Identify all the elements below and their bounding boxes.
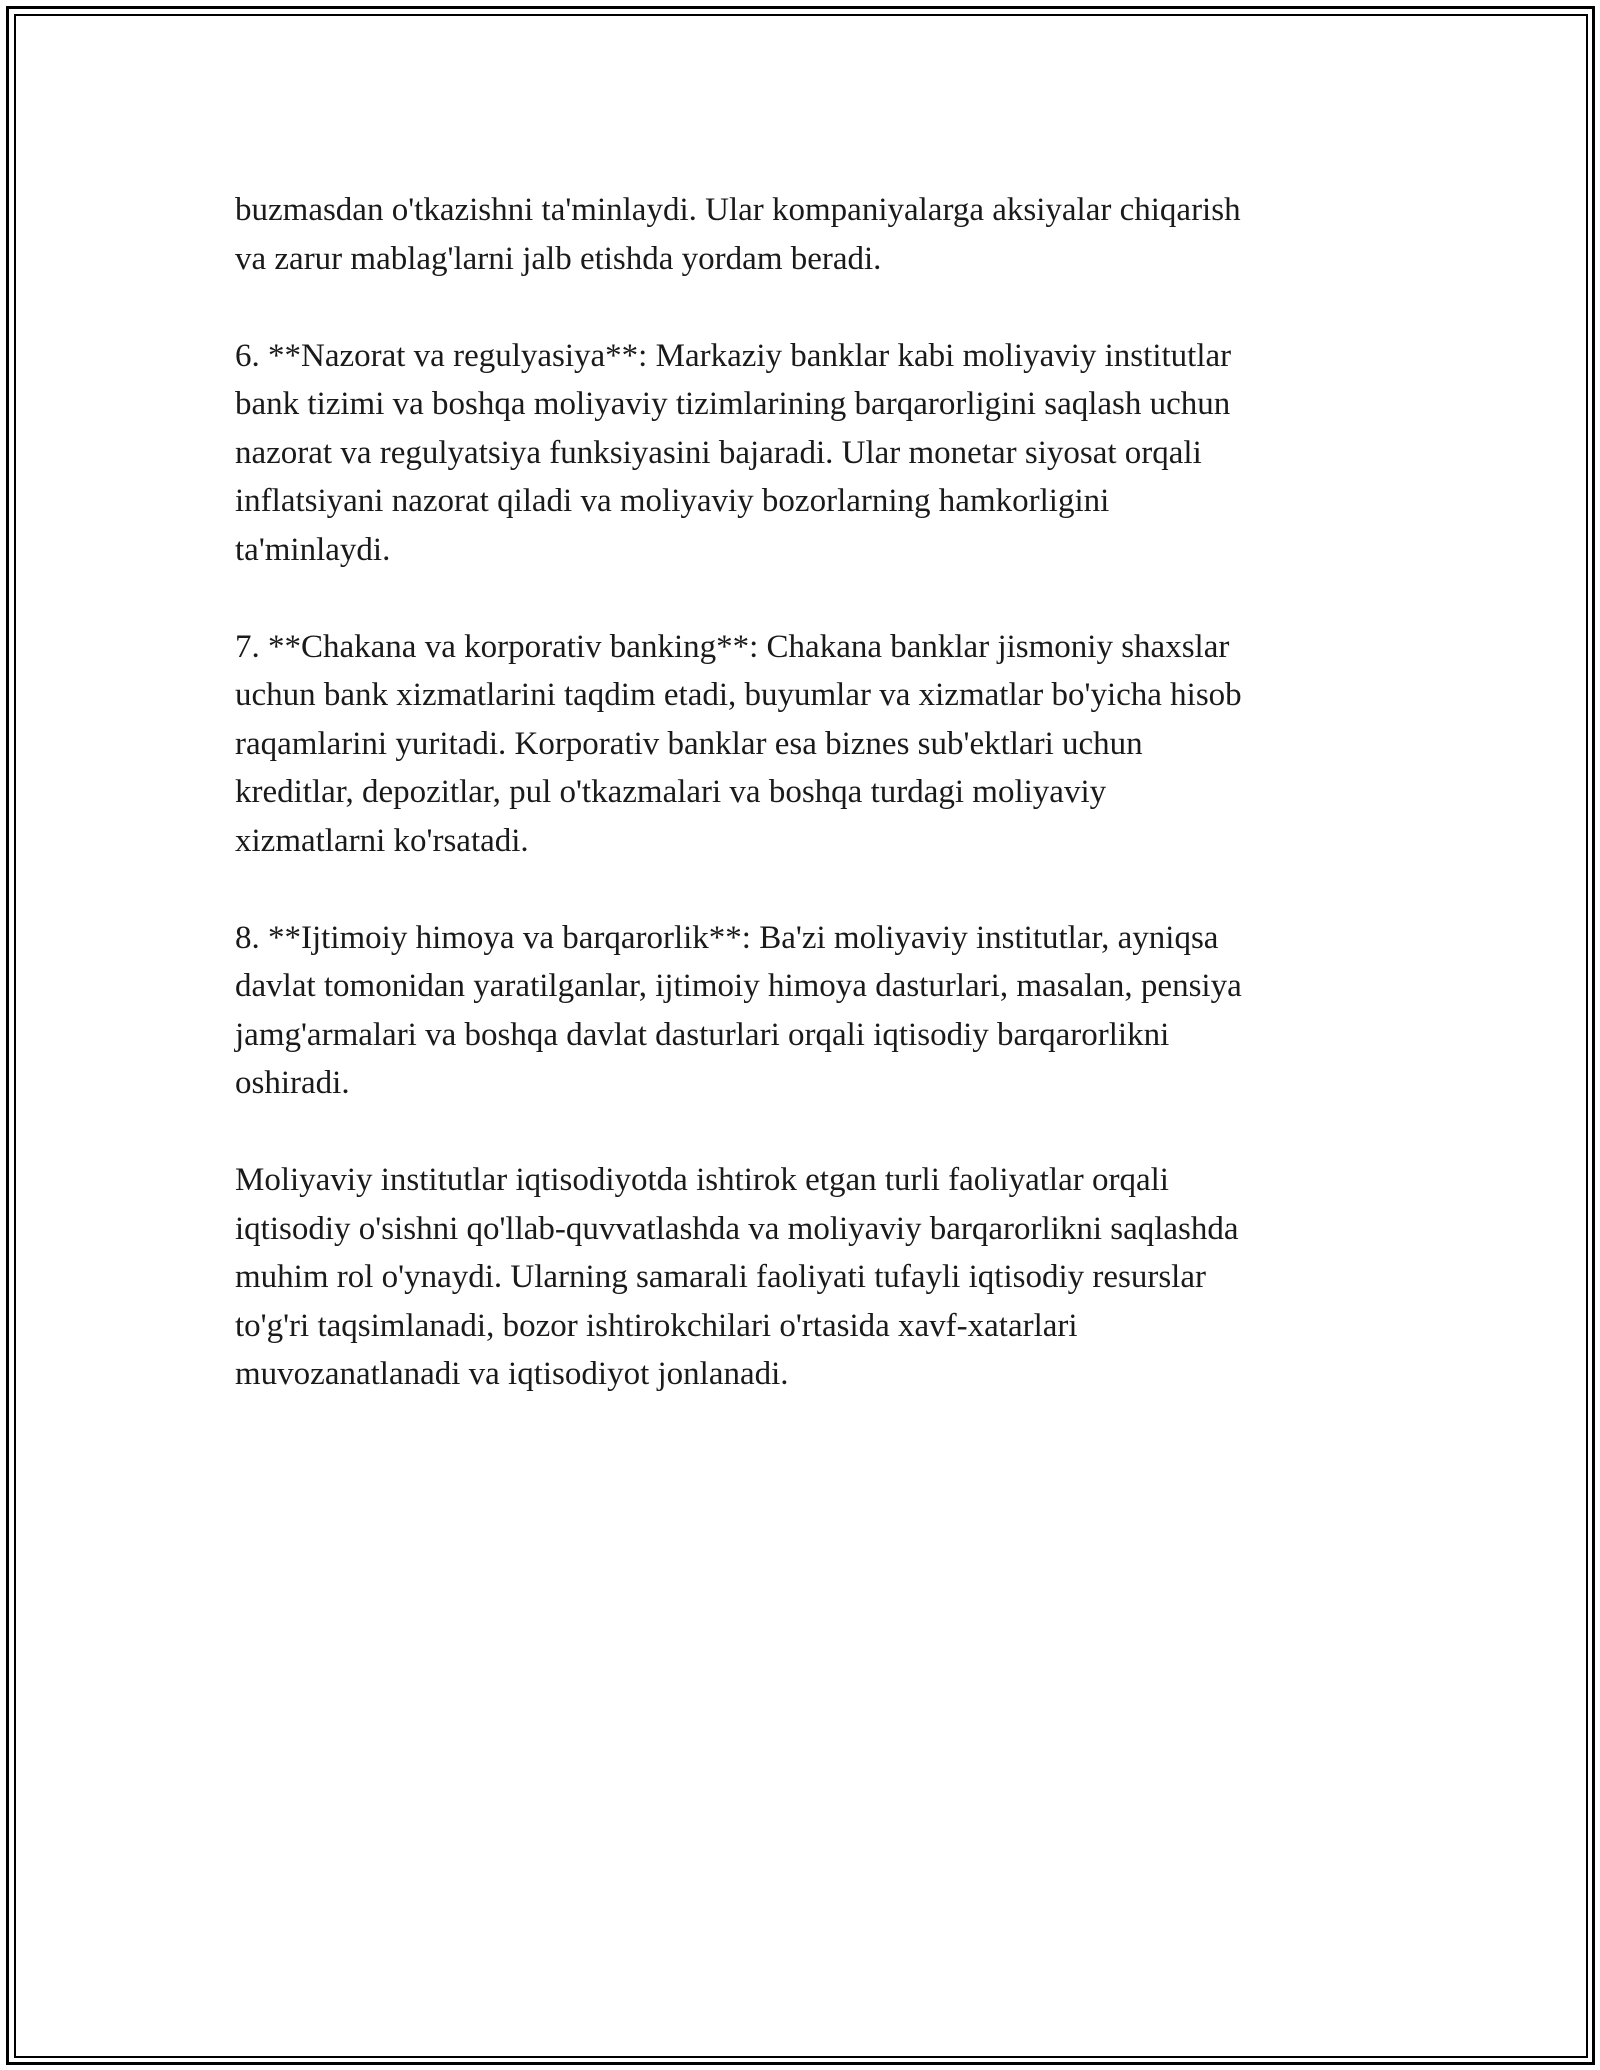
paragraph-item-7: 7. **Chakana va korporativ banking**: Chakana banklar jismoniy shaxslar uchun bank xizmatlarini taqdim etadi, buyumlar va xizmatlar bo'yicha hisob raqamlarini yuritadi. Korporativ banklar esa biznes sub'ektlari uchun kreditlar, depozitlar, pul o'tkazmalari va boshqa turdagi moliyaviy xizmatlarni ko'rsatadi. <box>235 628 1242 859</box>
paragraph-item-6: 6. **Nazorat va regulyasiya**: Markaziy banklar kabi moliyaviy institutlar bank tizimi va boshqa moliyaviy tizimlarining barqarorligini saqlash uchun nazorat va regulyatsiya funksiyasini bajaradi. Ular monetar siyosat orqali inflatsiyani nazorat qiladi va moliyaviy bozorlarning hamkorligini ta'minlaydi. <box>235 337 1232 568</box>
paragraph-conclusion: Moliyaviy institutlar iqtisodiyotda ishtirok etgan turli faoliyatlar orqali iqtisodiy o'sishni qo'llab-quvvatlashda va moliyaviy barqarorlikni saqlashda muhim rol o'ynaydi. Ularning samarali faoliyati tufayli iqtisodiy resurslar to'g'ri taqsimlanadi, bozor ishtirokchilari o'rtasida xavf-xatarlari muvozanatlanadi va iqtisodiyot jonlanadi. <box>235 1162 1239 1392</box>
paragraph-continuation: buzmasdan o'tkazishni ta'minlaydi. Ular kompaniyalarga aksiyalar chiqarish va zarur mablag'larni jalb etishda yordam beradi. <box>235 192 1241 277</box>
document-body <box>235 186 1385 1399</box>
paragraph-item-8: 8. **Ijtimoiy himoya va barqarorlik**: Ba'zi moliyaviy institutlar, ayniqsa davlat tomonidan yaratilganlar, ijtimoiy himoya dasturlari, masalan, pensiya jamg'armalari va boshqa davlat dasturlari orqali iqtisodiy barqarorlikni oshiradi. <box>235 919 1242 1101</box>
